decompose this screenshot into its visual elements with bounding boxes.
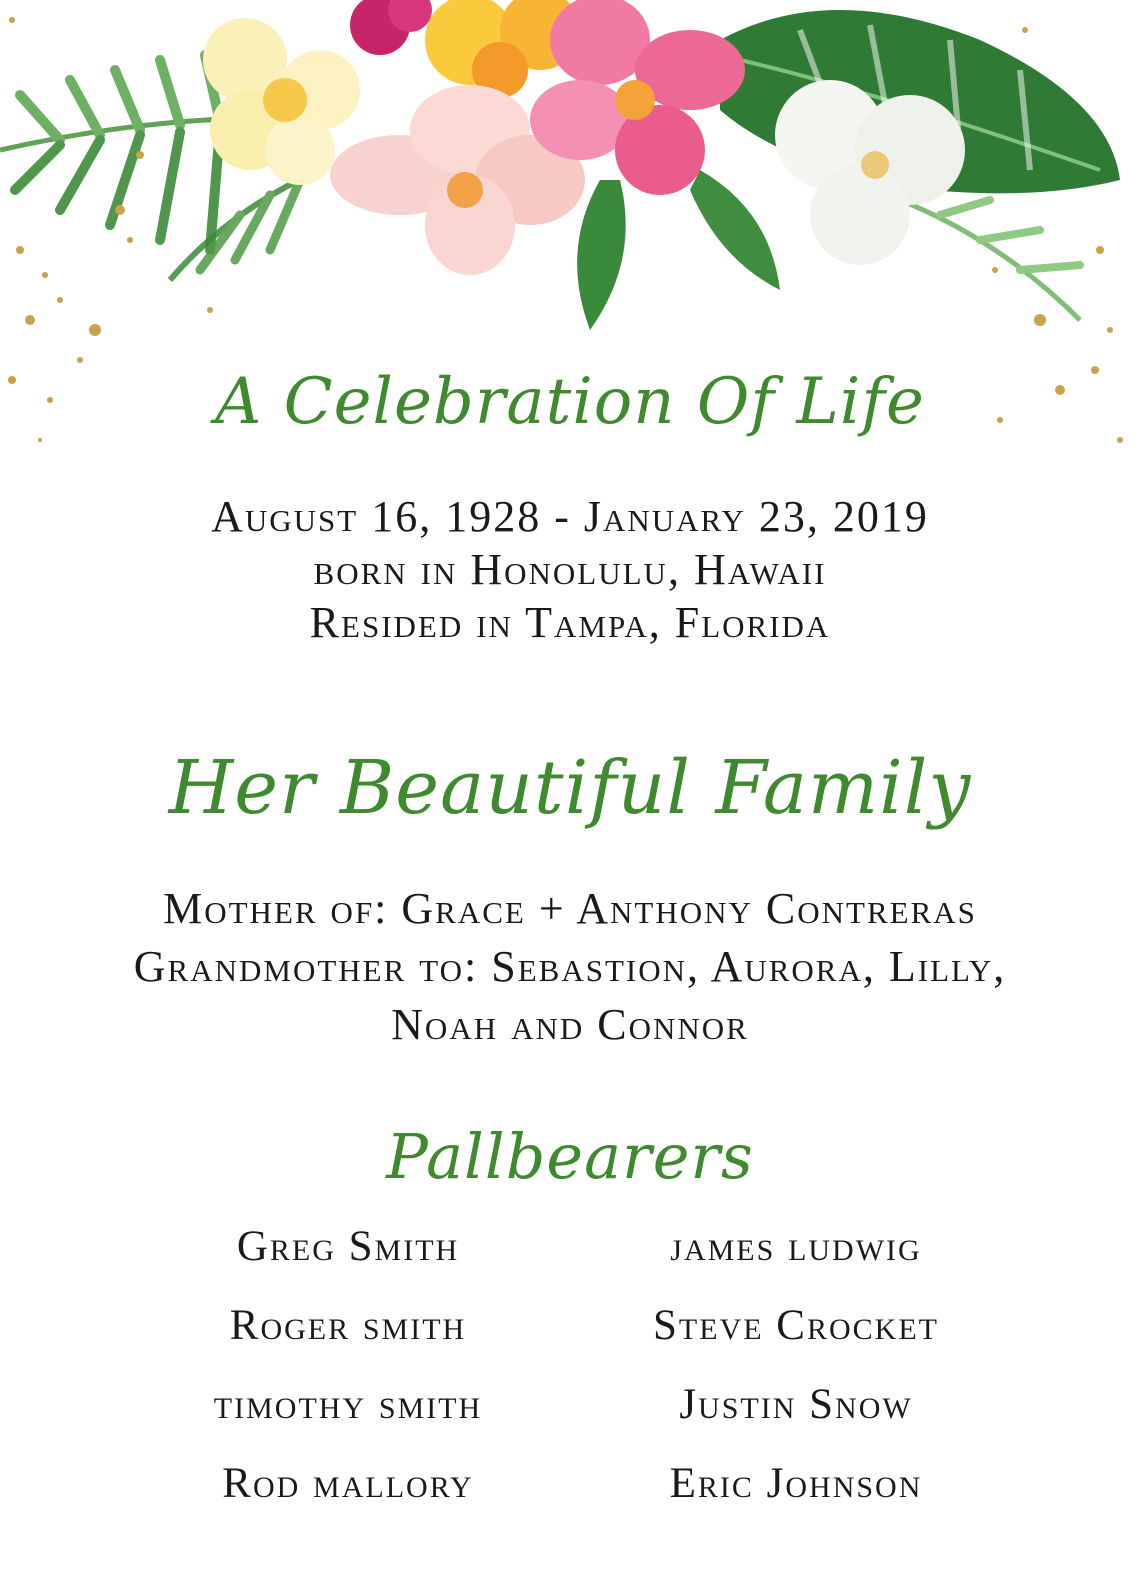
life-details <box>0 490 1140 649</box>
family-heading: Her Beautiful Family <box>168 745 972 831</box>
palm-frond-right-icon <box>900 200 1080 320</box>
grandmother-to-line: Grandmother to: Sebastion, Aurora, Lilly, <box>133 942 1007 991</box>
pallbearers-heading: Pallbearers <box>386 1120 754 1193</box>
page-title: A Celebration Of Life <box>215 365 925 439</box>
magenta-flower-icon <box>350 0 432 55</box>
pallbearer-name: Roger smith <box>229 1302 467 1349</box>
mother-of-line: Mother of: Grace + Anthony Contreras <box>163 884 977 933</box>
pallbearer-name: Greg Smith <box>236 1223 460 1270</box>
center-leaf-icon <box>577 170 780 330</box>
birthplace: born in Honolulu, Hawaii <box>313 545 827 594</box>
palm-frond-left-lower-icon <box>170 170 320 280</box>
pallbearers-left-column <box>118 1225 578 1541</box>
pallbearer-name: Rod mallory <box>222 1460 474 1507</box>
family-details <box>0 880 1140 1054</box>
white-hibiscus-icon <box>775 80 965 265</box>
pallbearer-name: Justin Snow <box>679 1381 913 1428</box>
pallbearer-name: timothy smith <box>213 1381 483 1428</box>
grandchildren-continued-line: Noah and Connor <box>391 1000 749 1049</box>
residence: Resided in Tampa, Florida <box>309 598 831 647</box>
life-dates: August 16, 1928 - January 23, 2019 <box>211 492 929 541</box>
pallbearer-name: Steve Crocket <box>653 1302 939 1349</box>
pallbearer-name: james ludwig <box>670 1223 922 1270</box>
pallbearers-right-column <box>566 1225 1026 1541</box>
pallbearer-name: Eric Johnson <box>669 1460 923 1507</box>
